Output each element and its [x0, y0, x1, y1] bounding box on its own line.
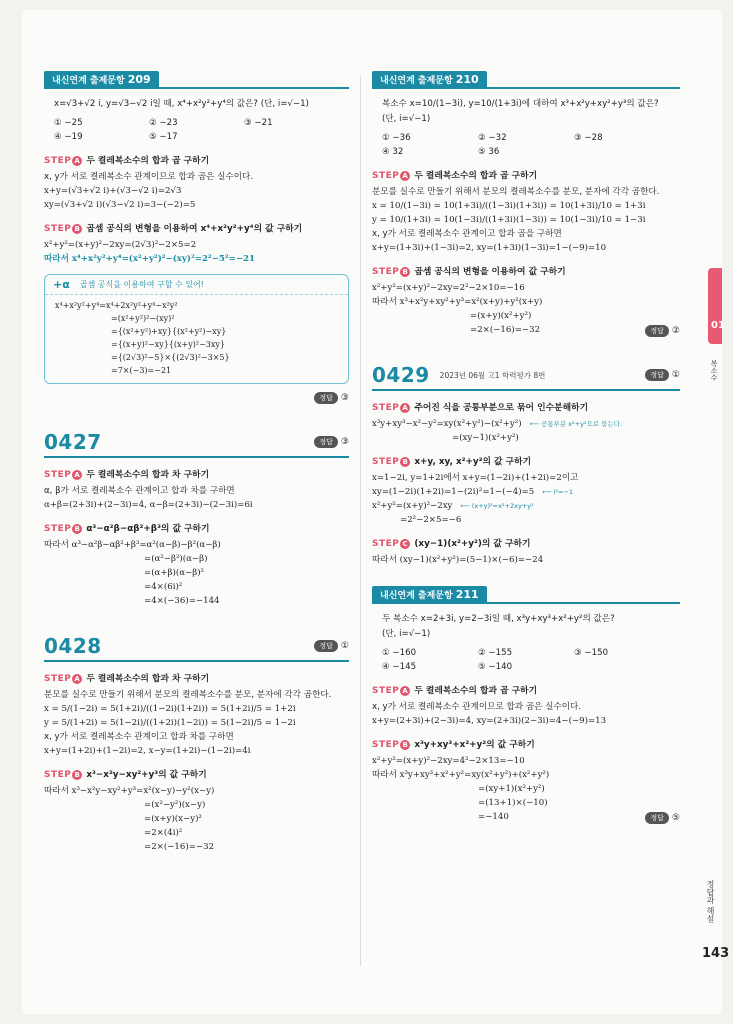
step-a-label: STEP A — [372, 169, 410, 183]
equation: x²+y²=(x+y)²−2xy — [372, 501, 453, 511]
step-title: 곱셈 공식의 변형을 이용하여 x⁴+x²y²+y⁴의 값 구하기 — [86, 224, 303, 234]
question-answer — [645, 369, 680, 381]
plus-alpha-body — [45, 295, 348, 377]
solution-line: x+y=(1+3i)+(1−3i)=2, xy=(1+3i)(1−3i)=1−(−9)=10 — [372, 243, 607, 253]
solution-line: x, y가 서로 켤레복소수 관계이고 합과 곱을 구하면 — [372, 229, 562, 239]
plus-line: =(x²+y²)²−(xy)² — [111, 314, 175, 323]
answer-badge: 정답 — [645, 812, 669, 824]
p211-answer — [372, 812, 680, 824]
column-divider — [360, 76, 361, 966]
choice: ② −32 — [478, 133, 507, 143]
question-number: 0429 — [372, 363, 430, 387]
solution-line: =(x+y)(x−y)² — [144, 814, 202, 824]
choice: ④ 32 — [382, 147, 404, 157]
solution-line: =4×(6i)² — [144, 582, 183, 592]
answer-value: ⑤ — [671, 813, 680, 823]
answer-badge: 정답 — [314, 640, 338, 652]
step-b-label: STEP B — [44, 768, 82, 782]
answer-value: ③ — [340, 393, 349, 403]
solution-line — [372, 499, 680, 513]
plus-line: ={(x+y)²−xy}{(x+y)²−3xy} — [111, 340, 225, 349]
solution-line: x²+y²=(x+y)²−2xy=4²−2×13=−10 — [372, 756, 525, 766]
solution-line: =−140 — [478, 812, 509, 822]
problem-210-choices — [372, 127, 680, 159]
plus-line: ={(2√3)²−5}×{(2√3)²−3×5} — [111, 353, 230, 362]
question-0428-header — [44, 634, 349, 662]
question-0429-header — [372, 363, 680, 391]
chapter-tab-subtitle: 복소수 — [710, 360, 718, 381]
choice: ② −23 — [149, 118, 178, 128]
problem-211-header — [372, 587, 680, 604]
p209-answer — [44, 392, 349, 404]
solution-line: =(xy−1)(x²+y²) — [452, 433, 519, 443]
tag-number: 211 — [455, 588, 479, 601]
choice: ② −155 — [478, 648, 513, 658]
solution-line: =(13+1)×(−10) — [478, 798, 548, 808]
tag-number: 209 — [127, 73, 151, 86]
equation: xy=(1−2i)(1+2i)=1−(2i)²=1−(−4)=5 — [372, 487, 535, 497]
solution-line: y = 10/(1+3i) = 10(1−3i)/((1+3i)(1−3i)) = 10(1−3i)/10 = 1−3i — [372, 215, 646, 225]
solution-line: =2²−2×5=−6 — [400, 515, 462, 525]
question-number: 0427 — [44, 430, 102, 454]
tag-label: 내신연계 출제문항 — [52, 76, 125, 86]
solution-line: 따라서 α³−α²β−αβ²+β³=α²(α−β)−β²(α−β) — [44, 540, 221, 550]
chapter-tab — [708, 268, 722, 344]
step-title: x³−x²y−xy²+y³의 값 구하기 — [86, 770, 207, 780]
choice: ⑤ −17 — [149, 132, 178, 142]
problem-211-question: 두 복소수 x=2+3i, y=2−3i일 때, x³y+xy³+x²+y²의 값은? — [382, 614, 615, 624]
step-a-label: STEP A — [44, 672, 82, 686]
problem-209-tag — [44, 71, 159, 88]
p209-step-b — [44, 222, 349, 266]
step-title: (xy−1)(x²+y²)의 값 구하기 — [414, 539, 531, 549]
choice: ③ −28 — [574, 133, 603, 143]
solution-line: 따라서 x³y+xy³+x²+y²=xy(x²+y²)+(x²+y²) — [372, 770, 550, 780]
step-a-label: STEP A — [44, 468, 82, 482]
step-b-label: STEP B — [372, 265, 410, 279]
q0429-step-b — [372, 455, 680, 527]
solution-line: 따라서 x³+x²y+xy²+y³=x²(x+y)+y²(x+y) — [372, 297, 543, 307]
step-a-label: STEP A — [44, 154, 82, 168]
step-c-label: STEP C — [372, 537, 410, 551]
problem-211-tag — [372, 586, 487, 603]
solution-line: =4×(−36)=−144 — [144, 596, 220, 606]
book-section-label: 정답과 해설 — [706, 880, 715, 923]
solution-line: x+y=(2+3i)+(2−3i)=4, xy=(2+3i)(2−3i)=4−(−9)=13 — [372, 716, 607, 726]
answer-value: ③ — [340, 437, 349, 447]
solution-line: x²+y²=(x+y)²−2xy=2²−2×10=−16 — [372, 283, 525, 293]
q0428-step-b — [44, 768, 349, 854]
q0427-step-b — [44, 522, 349, 608]
question-0427-header — [44, 430, 349, 458]
step-title: α³−α²β−αβ²+β³의 값 구하기 — [86, 524, 210, 534]
problem-210-note: (단, i=√−1) — [382, 114, 431, 124]
plus-line: ={(x²+y²)+xy}{(x²+y²)−xy} — [111, 327, 227, 336]
step-a-label: STEP A — [372, 401, 410, 415]
note-text: i²=−1 — [553, 488, 574, 496]
step-title: 주어진 식을 공통부분으로 묶어 인수분해하기 — [414, 403, 589, 413]
step-b-label: STEP B — [372, 455, 410, 469]
plus-alpha-icon: +α — [53, 278, 70, 291]
choice: ④ −19 — [54, 132, 83, 142]
solution-line: x, y가 서로 켤레복소수 관계이므로 합과 곱은 실수이다. — [44, 172, 254, 182]
solution-line: 분모를 실수로 만들기 위해서 분모의 켤레복소수를 분모, 분자에 각각 곱한다. — [44, 690, 332, 700]
step-title: 두 켤레복소수의 합과 곱 구하기 — [86, 156, 210, 166]
solution-line: x=1−2i, y=1+2i에서 x+y=(1−2i)+(1+2i)=2이고 — [372, 473, 579, 483]
answer-value: ② — [671, 326, 680, 336]
q0428-step-a — [44, 672, 349, 758]
chapter-tab-number: 01 — [711, 320, 725, 331]
problem-210-question: 복소수 x=10/(1−3i), y=10/(1+3i)에 대하여 x³+x²y+xy²+y³의 값은? — [382, 99, 659, 109]
problem-209-header — [44, 72, 349, 89]
solution-line: =2×(−16)=−32 — [470, 325, 541, 335]
solution-line — [372, 417, 680, 431]
solution-line: x²+y²=(x+y)²−2xy=(2√3)²−2×5=2 — [44, 240, 197, 250]
step-b-label: STEP B — [44, 522, 82, 536]
choice: ① −25 — [54, 118, 83, 128]
solution-line: x, y가 서로 켤레복소수 관계이고 합과 차를 구하면 — [44, 732, 234, 742]
solution-line: x+y=(1+2i)+(1−2i)=2, x−y=(1+2i)−(1−2i)=4i — [44, 746, 251, 756]
choice: ⑤ −140 — [478, 662, 513, 672]
solution-line: =(α+β)(α−β)² — [144, 568, 205, 578]
margin-note: ⟵ 공통부분 x²+y²으로 묶는다. — [529, 420, 623, 428]
step-title: x³y+xy³+x²+y²의 값 구하기 — [414, 740, 535, 750]
choice: ⑤ 36 — [478, 147, 500, 157]
margin-note: ⟵ (x+y)²=x²+2xy+y² — [460, 502, 534, 510]
step-b-label: STEP B — [372, 738, 410, 752]
answer-value: ① — [671, 370, 680, 380]
page-number: 143 — [702, 946, 730, 961]
answer-badge: 정답 — [645, 369, 669, 381]
problem-211-choices — [372, 642, 680, 674]
step-a-label: STEP A — [372, 684, 410, 698]
solution-line: =(x+y)(x²+y²) — [470, 311, 532, 321]
solution-line: x, y가 서로 켤레복소수 관계이므로 합과 곱은 실수이다. — [372, 702, 582, 712]
question-number: 0428 — [44, 634, 102, 658]
tag-label: 내신연계 출제문항 — [380, 76, 453, 86]
problem-210-tag — [372, 71, 487, 88]
margin-note: ⟵ i²=−1 — [542, 488, 574, 496]
solution-line: =2×(4i)² — [144, 828, 183, 838]
solution-line: =(x²−y²)(x−y) — [144, 800, 206, 810]
answer-value: ① — [340, 641, 349, 651]
solution-line: =(α²−β²)(α−β) — [144, 554, 208, 564]
choice: ③ −150 — [574, 648, 609, 658]
p211-step-a — [372, 684, 680, 728]
plus-alpha-box — [44, 274, 349, 384]
solution-line: 따라서 x⁴+x²y²+y⁴=(x²+y²)²−(xy)²=2²−5²=−21 — [44, 254, 255, 264]
answer-badge: 정답 — [645, 325, 669, 337]
plus-alpha-title: 곱셈 공식을 이용하여 구할 수 있어! — [79, 280, 204, 289]
step-title: 두 켤레복소수의 합과 곱 구하기 — [414, 171, 538, 181]
p210-step-a — [372, 169, 680, 255]
choice: ④ −145 — [382, 662, 417, 672]
solution-line: y = 5/(1+2i) = 5(1−2i)/((1+2i)(1−2i)) = 5(1−2i)/5 = 1−2i — [44, 718, 296, 728]
step-title: 두 켤레복소수의 합과 차 구하기 — [86, 470, 210, 480]
q0429-step-a — [372, 401, 680, 445]
p209-step-a — [44, 154, 349, 212]
note-text: 공통부분 x²+y²으로 묶는다. — [540, 420, 623, 428]
note-text: (x+y)²=x²+2xy+y² — [471, 502, 534, 510]
choice: ③ −21 — [244, 118, 273, 128]
problem-209-choices — [44, 112, 349, 144]
plus-alpha-header — [45, 275, 348, 295]
choice: ① −160 — [382, 648, 417, 658]
solution-line: α, β가 서로 켤레복소수 관계이고 합과 차를 구하면 — [44, 486, 235, 496]
solution-line: 따라서 (xy−1)(x²+y²)=(5−1)×(−6)=−24 — [372, 555, 544, 565]
solution-line: 따라서 x³−x²y−xy²+y³=x²(x−y)−y²(x−y) — [44, 786, 215, 796]
solution-line: x+y=(√3+√2 i)+(√3−√2 i)=2√3 — [44, 186, 182, 196]
answer-badge: 정답 — [314, 392, 338, 404]
solution-line: xy=(√3+√2 i)(√3−√2 i)=3−(−2)=5 — [44, 200, 196, 210]
solution-line: x = 10/(1−3i) = 10(1+3i)/((1−3i)(1+3i)) = 10(1+3i)/10 = 1+3i — [372, 201, 646, 211]
step-title: 두 켤레복소수의 합과 곱 구하기 — [414, 686, 538, 696]
solution-line — [372, 485, 680, 499]
choice: ① −36 — [382, 133, 411, 143]
answer-badge: 정답 — [314, 436, 338, 448]
solution-line: α+β=(2+3i)+(2−3i)=4, α−β=(2+3i)−(2−3i)=6i — [44, 500, 253, 510]
plus-line: x⁴+x²y²+y⁴=x⁴+2x²y²+y⁴−x²y² — [55, 301, 178, 310]
question-answer — [314, 436, 349, 448]
problem-210-header — [372, 72, 680, 89]
q0427-step-a — [44, 468, 349, 512]
step-title: 두 켤레복소수의 합과 차 구하기 — [86, 674, 210, 684]
equation: x³y+xy³−x²−y²=xy(x²+y²)−(x²+y²) — [372, 419, 522, 429]
q0429-step-c — [372, 537, 680, 567]
left-column — [44, 72, 349, 854]
step-title: x+y, xy, x²+y²의 값 구하기 — [414, 457, 532, 467]
solution-line: =(xy+1)(x²+y²) — [478, 784, 545, 794]
solution-line: 분모를 실수로 만들기 위해서 분모의 켤레복소수를 분모, 분자에 각각 곱한다. — [372, 187, 660, 197]
solution-line: =2×(−16)=−32 — [144, 842, 215, 852]
question-answer — [314, 640, 349, 652]
right-column — [372, 72, 680, 824]
step-b-label: STEP B — [44, 222, 82, 236]
solution-line: x = 5/(1−2i) = 5(1+2i)/((1−2i)(1+2i)) = 5(1+2i)/5 = 1+2i — [44, 704, 296, 714]
step-title: 곱셈 공식의 변형을 이용하여 값 구하기 — [414, 267, 566, 277]
tag-number: 210 — [455, 73, 479, 86]
plus-line: =7×(−3)=−21 — [111, 366, 172, 375]
problem-211-note: (단, i=√−1) — [382, 629, 431, 639]
question-source: 2023년 06월 고1 학력평가 8번 — [439, 370, 546, 380]
problem-209-question: x=√3+√2 i, y=√3−√2 i일 때, x⁴+x²y²+y⁴의 값은? (단, i=√−1) — [54, 99, 309, 109]
tag-label: 내신연계 출제문항 — [380, 591, 453, 601]
